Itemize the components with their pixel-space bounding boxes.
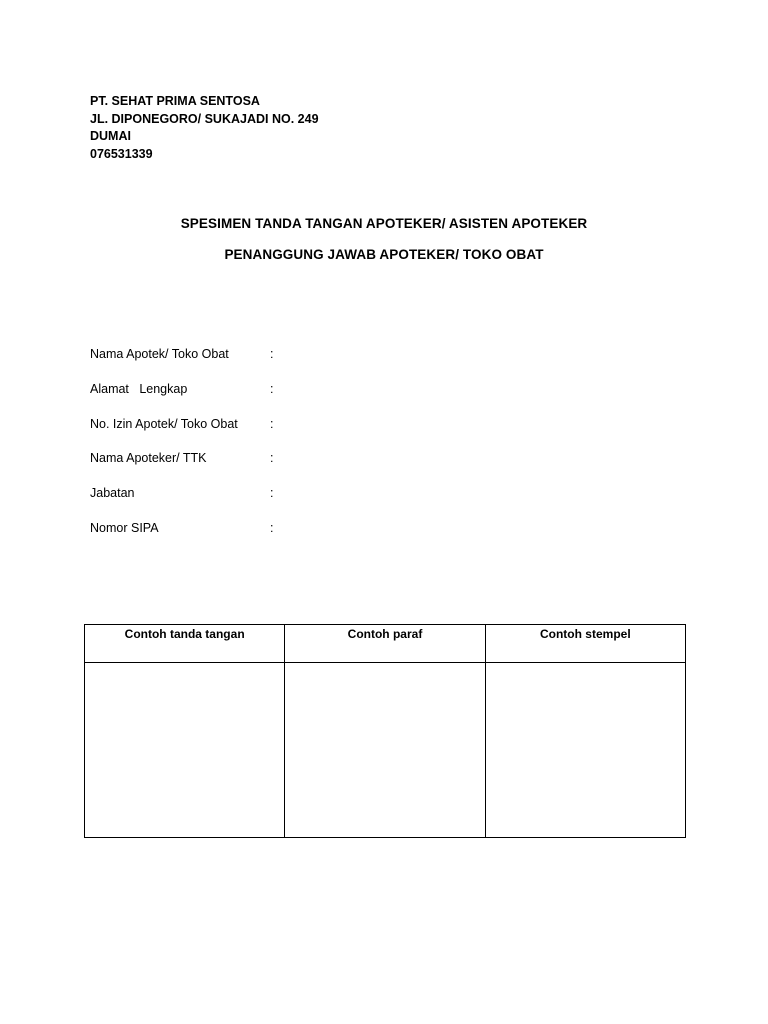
field-colon: : <box>270 521 274 535</box>
field-label: No. Izin Apotek/ Toko Obat <box>90 417 238 431</box>
company-header <box>90 93 319 163</box>
field-label: Alamat Lengkap <box>90 382 188 396</box>
header-paraf: Contoh paraf <box>285 625 485 663</box>
header-tanda-tangan: Contoh tanda tangan <box>85 625 285 663</box>
header-stempel: Contoh stempel <box>485 625 685 663</box>
field-label: Nama Apoteker/ TTK <box>90 451 207 465</box>
signature-box[interactable] <box>85 663 285 838</box>
field-nomor-sipa <box>90 519 274 537</box>
company-address: JL. DIPONEGORO/ SUKAJADI NO. 249 <box>90 111 319 126</box>
company-phone: 076531339 <box>90 146 153 161</box>
field-colon: : <box>270 417 274 431</box>
field-label: Nomor SIPA <box>90 521 159 535</box>
company-city: DUMAI <box>90 129 131 143</box>
specimen-table-header-row <box>85 625 686 663</box>
specimen-table <box>84 624 686 838</box>
document-title-line-2: PENANGGUNG JAWAB APOTEKER/ TOKO OBAT <box>224 247 544 262</box>
specimen-table-body-row <box>85 663 686 838</box>
field-jabatan <box>90 484 274 502</box>
field-colon: : <box>270 486 274 500</box>
field-colon: : <box>270 347 274 361</box>
field-label: Nama Apotek/ Toko Obat <box>90 347 229 361</box>
initial-box[interactable] <box>285 663 485 838</box>
field-nama-apotek <box>90 345 274 363</box>
company-name: PT. SEHAT PRIMA SENTOSA <box>90 94 260 108</box>
document-title-line-1: SPESIMEN TANDA TANGAN APOTEKER/ ASISTEN APOTEKER <box>180 216 588 231</box>
field-label: Jabatan <box>90 486 135 500</box>
field-no-izin <box>90 415 274 433</box>
field-nama-apoteker <box>90 449 274 467</box>
field-colon: : <box>270 451 274 465</box>
stamp-box[interactable] <box>485 663 685 838</box>
field-colon: : <box>270 382 274 396</box>
field-alamat-lengkap <box>90 380 274 398</box>
